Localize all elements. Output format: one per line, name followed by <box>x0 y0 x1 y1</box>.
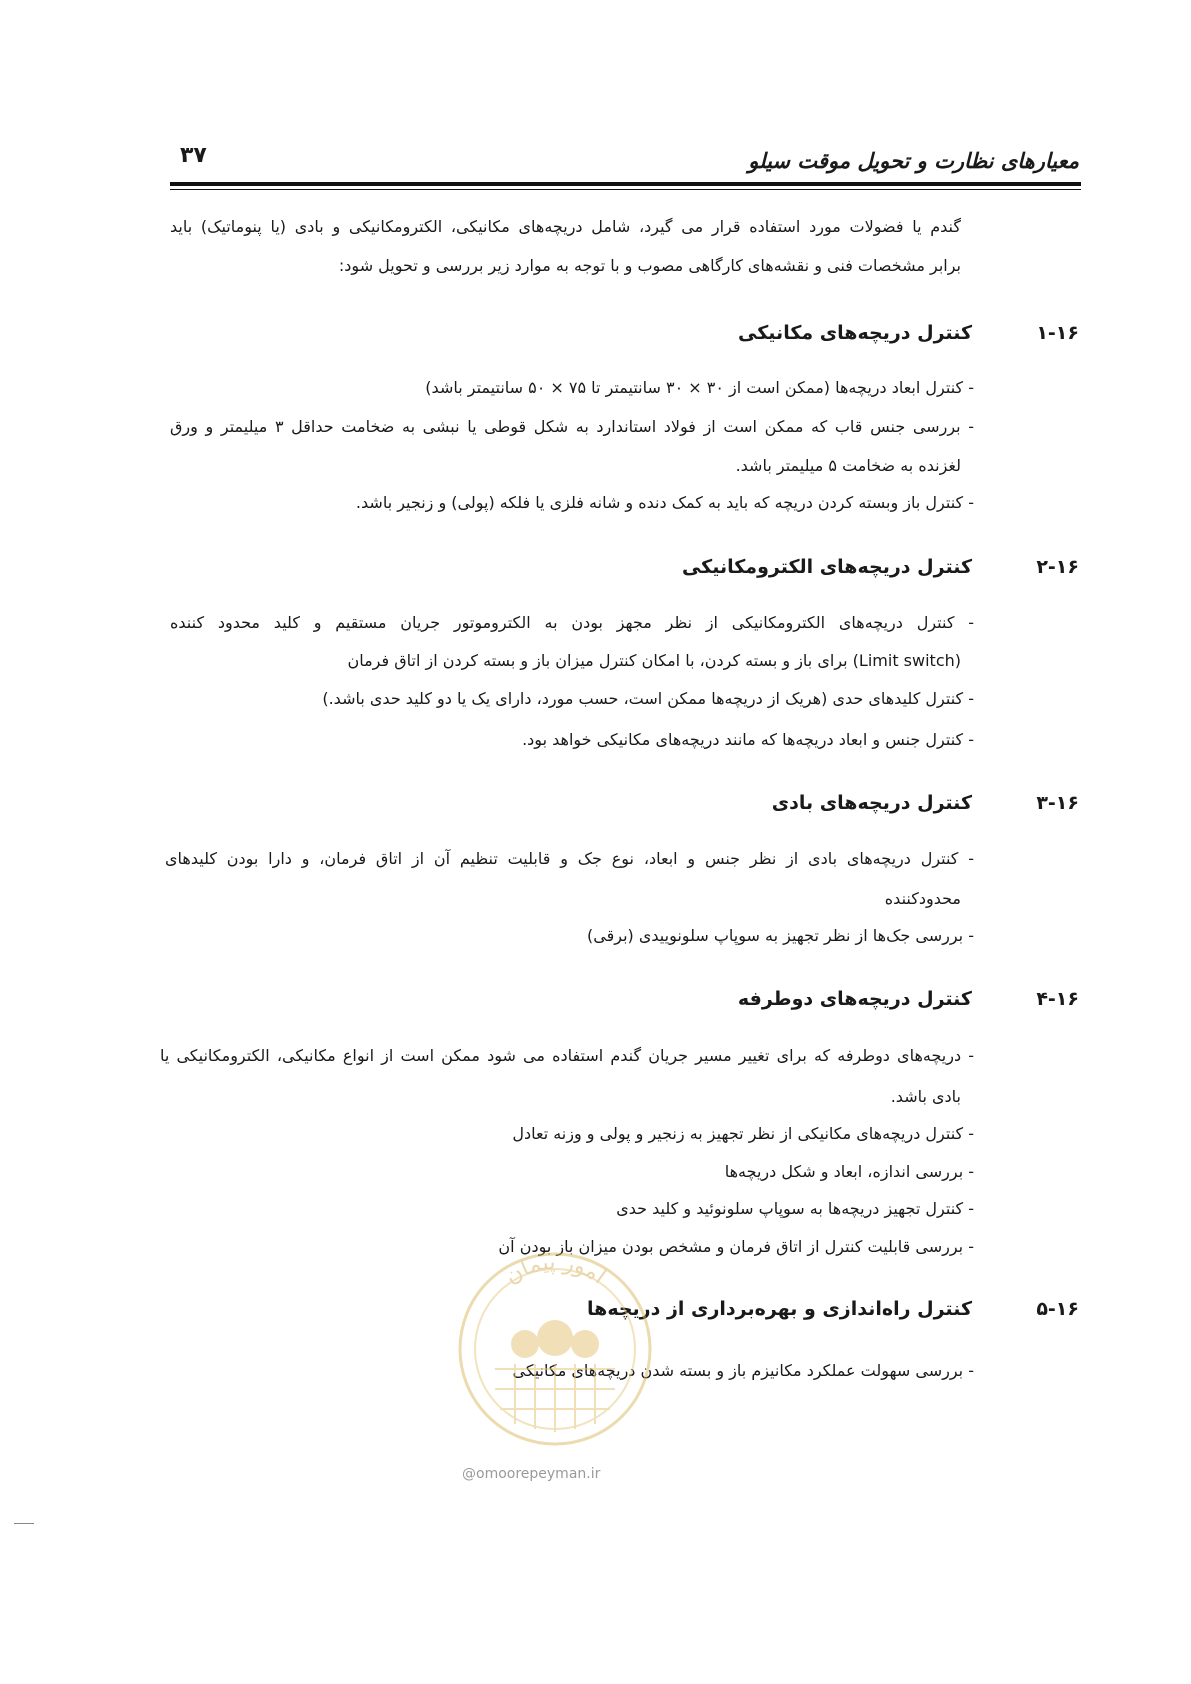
section-number: ۴-۱۶ <box>1036 988 1079 1010</box>
header-rule-thin <box>170 189 1081 190</box>
list-item-continuation: لغزنده به ضخامت ۵ میلیمتر باشد. <box>735 456 961 475</box>
page-number: ۳۷ <box>180 143 207 168</box>
section-title: کنترل دریچه‌های بادی <box>771 792 972 814</box>
list-item: - کنترل ابعاد دریچه‌ها (ممکن است از ۳۰ × ۳۰ سانتیمتر تا ۷۵ × ۵۰ سانتیمتر باشد) <box>425 378 974 397</box>
watermark-url: @omoorepeyman.ir <box>462 1466 601 1482</box>
header-rule <box>170 182 1081 186</box>
list-item: - کنترل کلیدهای حدی (هریک از دریچه‌ها ممکن است، حسب مورد، دارای یک یا دو کلید حدی باشد.) <box>322 689 974 708</box>
list-item: - کنترل دریچه‌های مکانیکی از نظر تجهیز به زنجیر و پولی و وزنه تعادل <box>512 1124 974 1143</box>
list-item: - بررسی جنس قاب که ممکن است از فولاد استاندارد به شکل قوطی یا نبشی به ضخامت حداقل ۳ میلیمتر و ورق <box>170 417 975 436</box>
list-item: - کنترل تجهیز دریچه‌ها به سوپاپ سلونوئید و کلید حدی <box>616 1199 974 1218</box>
list-item: - بررسی اندازه، ابعاد و شکل دریچه‌ها <box>724 1162 974 1181</box>
running-header-title: معیارهای نظارت و تحویل موقت سیلو <box>748 148 1079 173</box>
section-number: ۱-۱۶ <box>1036 322 1079 344</box>
intro-line-1: گندم یا فضولات مورد استفاده قرار می گیرد، شامل دریچه‌های مکانیکی، الکترومکانیکی و بادی (یا پنوماتیک) باید <box>170 217 961 236</box>
section-number: ۳-۱۶ <box>1036 792 1079 814</box>
watermark-logo <box>455 1244 655 1454</box>
list-item-continuation: بادی باشد. <box>890 1087 961 1106</box>
section-title: کنترل راه‌اندازی و بهره‌برداری از دریچه‌ها <box>587 1298 972 1320</box>
section-title: کنترل دریچه‌های الکترومکانیکی <box>681 556 972 578</box>
list-item-continuation: محدودکننده <box>884 889 961 908</box>
list-item-continuation: (Limit switch) برای باز و بسته کردن، با امکان کنترل میزان باز و بسته کردن از اتاق فرمان <box>347 651 961 670</box>
list-item: - دریچه‌های دوطرفه که برای تغییر مسیر جریان گندم استفاده می شود ممکن است از انواع مکانیکی، الکترومکانیکی یا <box>160 1046 974 1065</box>
section-title: کنترل دریچه‌های مکانیکی <box>738 322 972 344</box>
svg-text:امور پیمان <box>500 1250 610 1289</box>
list-item: - کنترل جنس و ابعاد دریچه‌ها که مانند دریچه‌های مکانیکی خواهد بود. <box>522 730 974 749</box>
margin-mark <box>14 1523 34 1524</box>
list-item: - کنترل دریچه‌های الکترومکانیکی از نظر مجهز بودن به الکتروموتور جریان مستقیم و کلید محدود کننده <box>170 613 974 632</box>
list-item: - کنترل باز وبسته کردن دریچه که باید به کمک دنده و شانه فلزی یا فلکه (پولی) و زنجیر باشد. <box>355 493 974 512</box>
section-title: کنترل دریچه‌های دوطرفه <box>737 988 972 1010</box>
section-number: ۲-۱۶ <box>1036 556 1079 578</box>
list-item: - بررسی جک‌ها از نظر تجهیز به سوپاپ سلونوییدی (برقی) <box>587 926 974 945</box>
intro-line-2: برابر مشخصات فنی و نقشه‌های کارگاهی مصوب و با توجه به موارد زیر بررسی و تحویل شود: <box>338 256 961 275</box>
list-item: - بررسی قابلیت کنترل از اتاق فرمان و مشخص بودن میزان باز بودن آن <box>498 1237 974 1256</box>
section-number: ۵-۱۶ <box>1036 1298 1079 1320</box>
list-item: - کنترل دریچه‌های بادی از نظر جنس و ابعاد، نوع جک و قابلیت تنظیم آن از اتاق فرمان، و دارا بودن کلیدهای <box>165 849 974 868</box>
list-item: - بررسی سهولت عملکرد مکانیزم باز و بسته شدن دریچه‌های مکانیکی <box>512 1361 974 1380</box>
watermark-logo-text: امور پیمان <box>500 1249 611 1290</box>
